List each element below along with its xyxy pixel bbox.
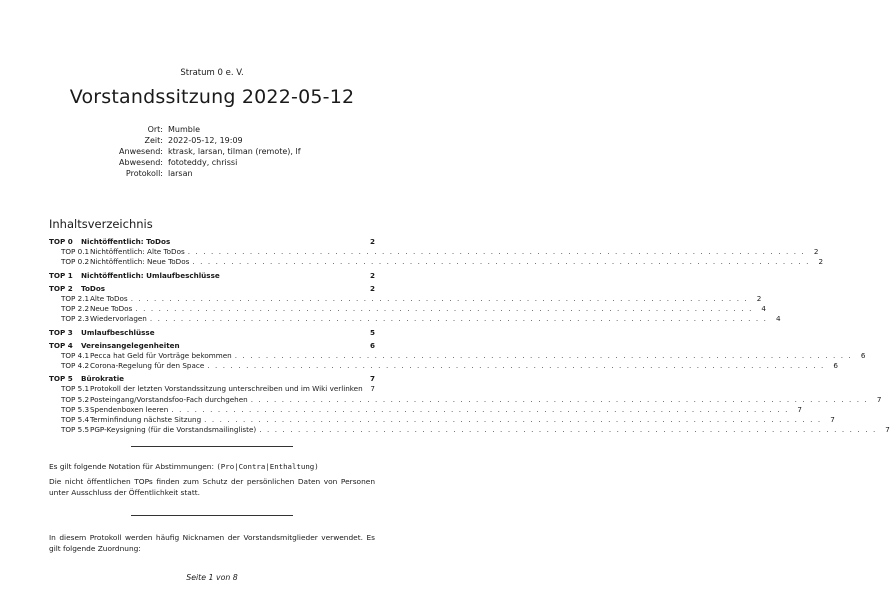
toc-entry[interactable] [49,328,375,338]
toc-title: Spendenboxen leeren [90,404,169,414]
toc-leader-dots [131,294,749,303]
toc-leader-dots [171,405,789,414]
toc-title: Pecca hat Geld für Vorträge bekommen [90,350,232,360]
toc-page-number: 2 [756,293,762,303]
toc-title: Protokoll der letzten Vorstandssitzung unterschreiben und im Wiki verlinken [90,384,363,394]
toc-number: TOP 1 [49,270,73,280]
toc-title: Alte ToDos [90,293,128,303]
toc-title: Umlaufbeschlüsse [81,327,155,337]
toc-page-number: 2 [813,247,819,257]
toc-page-number: 7 [876,394,882,404]
meta-row [0,146,424,157]
toc-title: Nichtöffentlich: Neue ToDos [90,257,190,267]
voting-note-text: Es gilt folgende Notation für Abstimmungen: [49,462,217,471]
toc-number: TOP 4 [49,340,73,350]
toc-entry[interactable] [49,415,835,425]
toc-title: Neue ToDos [90,304,133,314]
toc-number: TOP 0 [49,237,73,246]
toc-number: TOP 5.5 [61,425,90,435]
toc-entry[interactable] [49,350,866,361]
meeting-details [0,124,424,179]
toc-number: TOP 5.3 [61,404,90,414]
toc-page-number: 2 [369,283,375,293]
toc-entry[interactable] [49,394,882,405]
toc-title: Nichtöffentlich: ToDos [81,237,171,246]
toc-entry[interactable] [49,304,766,314]
toc-page-number: 7 [797,404,802,414]
toc-leader-dots [188,247,806,256]
table-of-contents [49,237,890,435]
toc-page-number: 2 [369,270,375,280]
meta-label: Abwesend: [119,158,163,167]
toc-entry[interactable] [49,271,375,281]
meta-value: 2022-05-12, 19:09 [168,136,243,145]
toc-number: TOP 0.1 [61,247,90,257]
toc-page-number: 2 [818,257,824,267]
toc-title: ToDos [81,283,106,293]
toc-number: TOP 3 [49,327,73,337]
toc-page-number: 7 [885,425,890,435]
toc-leader-dots [235,351,853,360]
separator-rule [131,515,293,516]
toc-title: Posteingang/Vorstandsfoo-Fach durchgehen [90,394,248,404]
toc-leader-dots [259,425,877,434]
toc-number: TOP 4.2 [61,361,90,371]
toc-entry[interactable] [49,425,890,435]
toc-title: PGP-Keysigning (für die Vorstandsmailingliste) [90,425,257,435]
organization-name: Stratum 0 e. V. [180,68,244,78]
meta-label: Protokoll: [125,169,163,178]
toc-number: TOP 5.1 [61,384,90,394]
toc-leader-dots [204,415,822,424]
toc-entry[interactable] [49,314,781,324]
toc-title: Vereinsangelegenheiten [81,340,180,350]
meta-label: Ort: [147,125,163,134]
toc-entry[interactable] [49,257,824,267]
meta-value: larsan [168,169,193,178]
voting-notation: (Pro|Contra|Enthaltung) [216,462,319,471]
toc-page-number: 7 [830,415,835,424]
meta-row [0,157,424,168]
toc-entry[interactable] [49,247,819,257]
meta-row [0,135,424,146]
toc-leader-dots [150,314,768,323]
toc-number: TOP 5.2 [61,394,90,404]
toc-number: TOP 2.2 [61,304,90,314]
toc-entry[interactable] [49,341,375,351]
page-footer: Seite 1 von 8 [186,573,238,582]
toc-leader-dots [207,361,825,370]
meta-value: ktrask, larsan, tilman (remote), lf [168,147,301,156]
nickname-note: In diesem Protokoll werden häufig Nicknamen der Vorstandsmitglieder verwendet. Es gilt folgende Zuordnung: [49,533,375,553]
toc-title: Bürokratie [81,374,125,384]
meta-value: fototeddy, chrissi [168,158,238,167]
toc-number: TOP 4.1 [61,350,90,360]
meta-label: Anwesend: [119,147,163,156]
toc-title: Nichtöffentlich: Alte ToDos [90,247,185,257]
toc-page-number: 4 [761,304,766,314]
meta-value: Mumble [168,125,200,134]
toc-leader-dots [251,395,869,404]
toc-page-number: 7 [370,384,375,394]
toc-entry[interactable] [49,237,375,247]
toc-title: Corona-Regelung für den Space [90,361,205,371]
toc-number: TOP 2.3 [61,314,90,324]
toc-page-number: 4 [775,314,781,324]
toc-entry[interactable] [49,361,838,371]
toc-title: Wiedervorlagen [90,314,147,324]
toc-page-number: 6 [833,361,838,371]
toc-page-number: 7 [369,374,375,384]
toc-heading: Inhaltsverzeichnis [49,217,153,231]
toc-title: Nichtöffentlich: Umlaufbeschlüsse [81,270,220,280]
separator-rule [131,446,293,447]
toc-leader-dots [135,304,753,313]
toc-entry[interactable] [49,293,762,304]
toc-page-number: 6 [860,350,866,360]
meta-label: Zeit: [144,136,163,145]
toc-number: TOP 5 [49,374,73,384]
toc-entry[interactable] [49,374,375,384]
meta-row [0,168,424,179]
toc-leader-dots [192,257,810,266]
toc-title: Terminfindung nächste Sitzung [90,415,202,424]
toc-entry[interactable] [49,384,375,394]
meta-row [0,124,424,135]
toc-page-number: 6 [369,340,375,350]
nonpublic-note: Die nicht öffentlichen TOPs finden zum Schutz der persönlichen Daten von Personen unter Ausschluss der Öffentlichkeit statt. [49,477,375,497]
toc-number: TOP 2.1 [61,293,90,303]
document-title: Vorstandssitzung 2022-05-12 [69,86,355,108]
toc-entry[interactable] [49,404,802,415]
toc-number: TOP 5.4 [61,415,90,424]
toc-number: TOP 0.2 [61,257,90,267]
voting-notation-note [49,461,375,472]
toc-page-number: 2 [369,237,375,246]
toc-page-number: 5 [369,327,375,337]
toc-number: TOP 2 [49,283,73,293]
toc-entry[interactable] [49,284,375,294]
